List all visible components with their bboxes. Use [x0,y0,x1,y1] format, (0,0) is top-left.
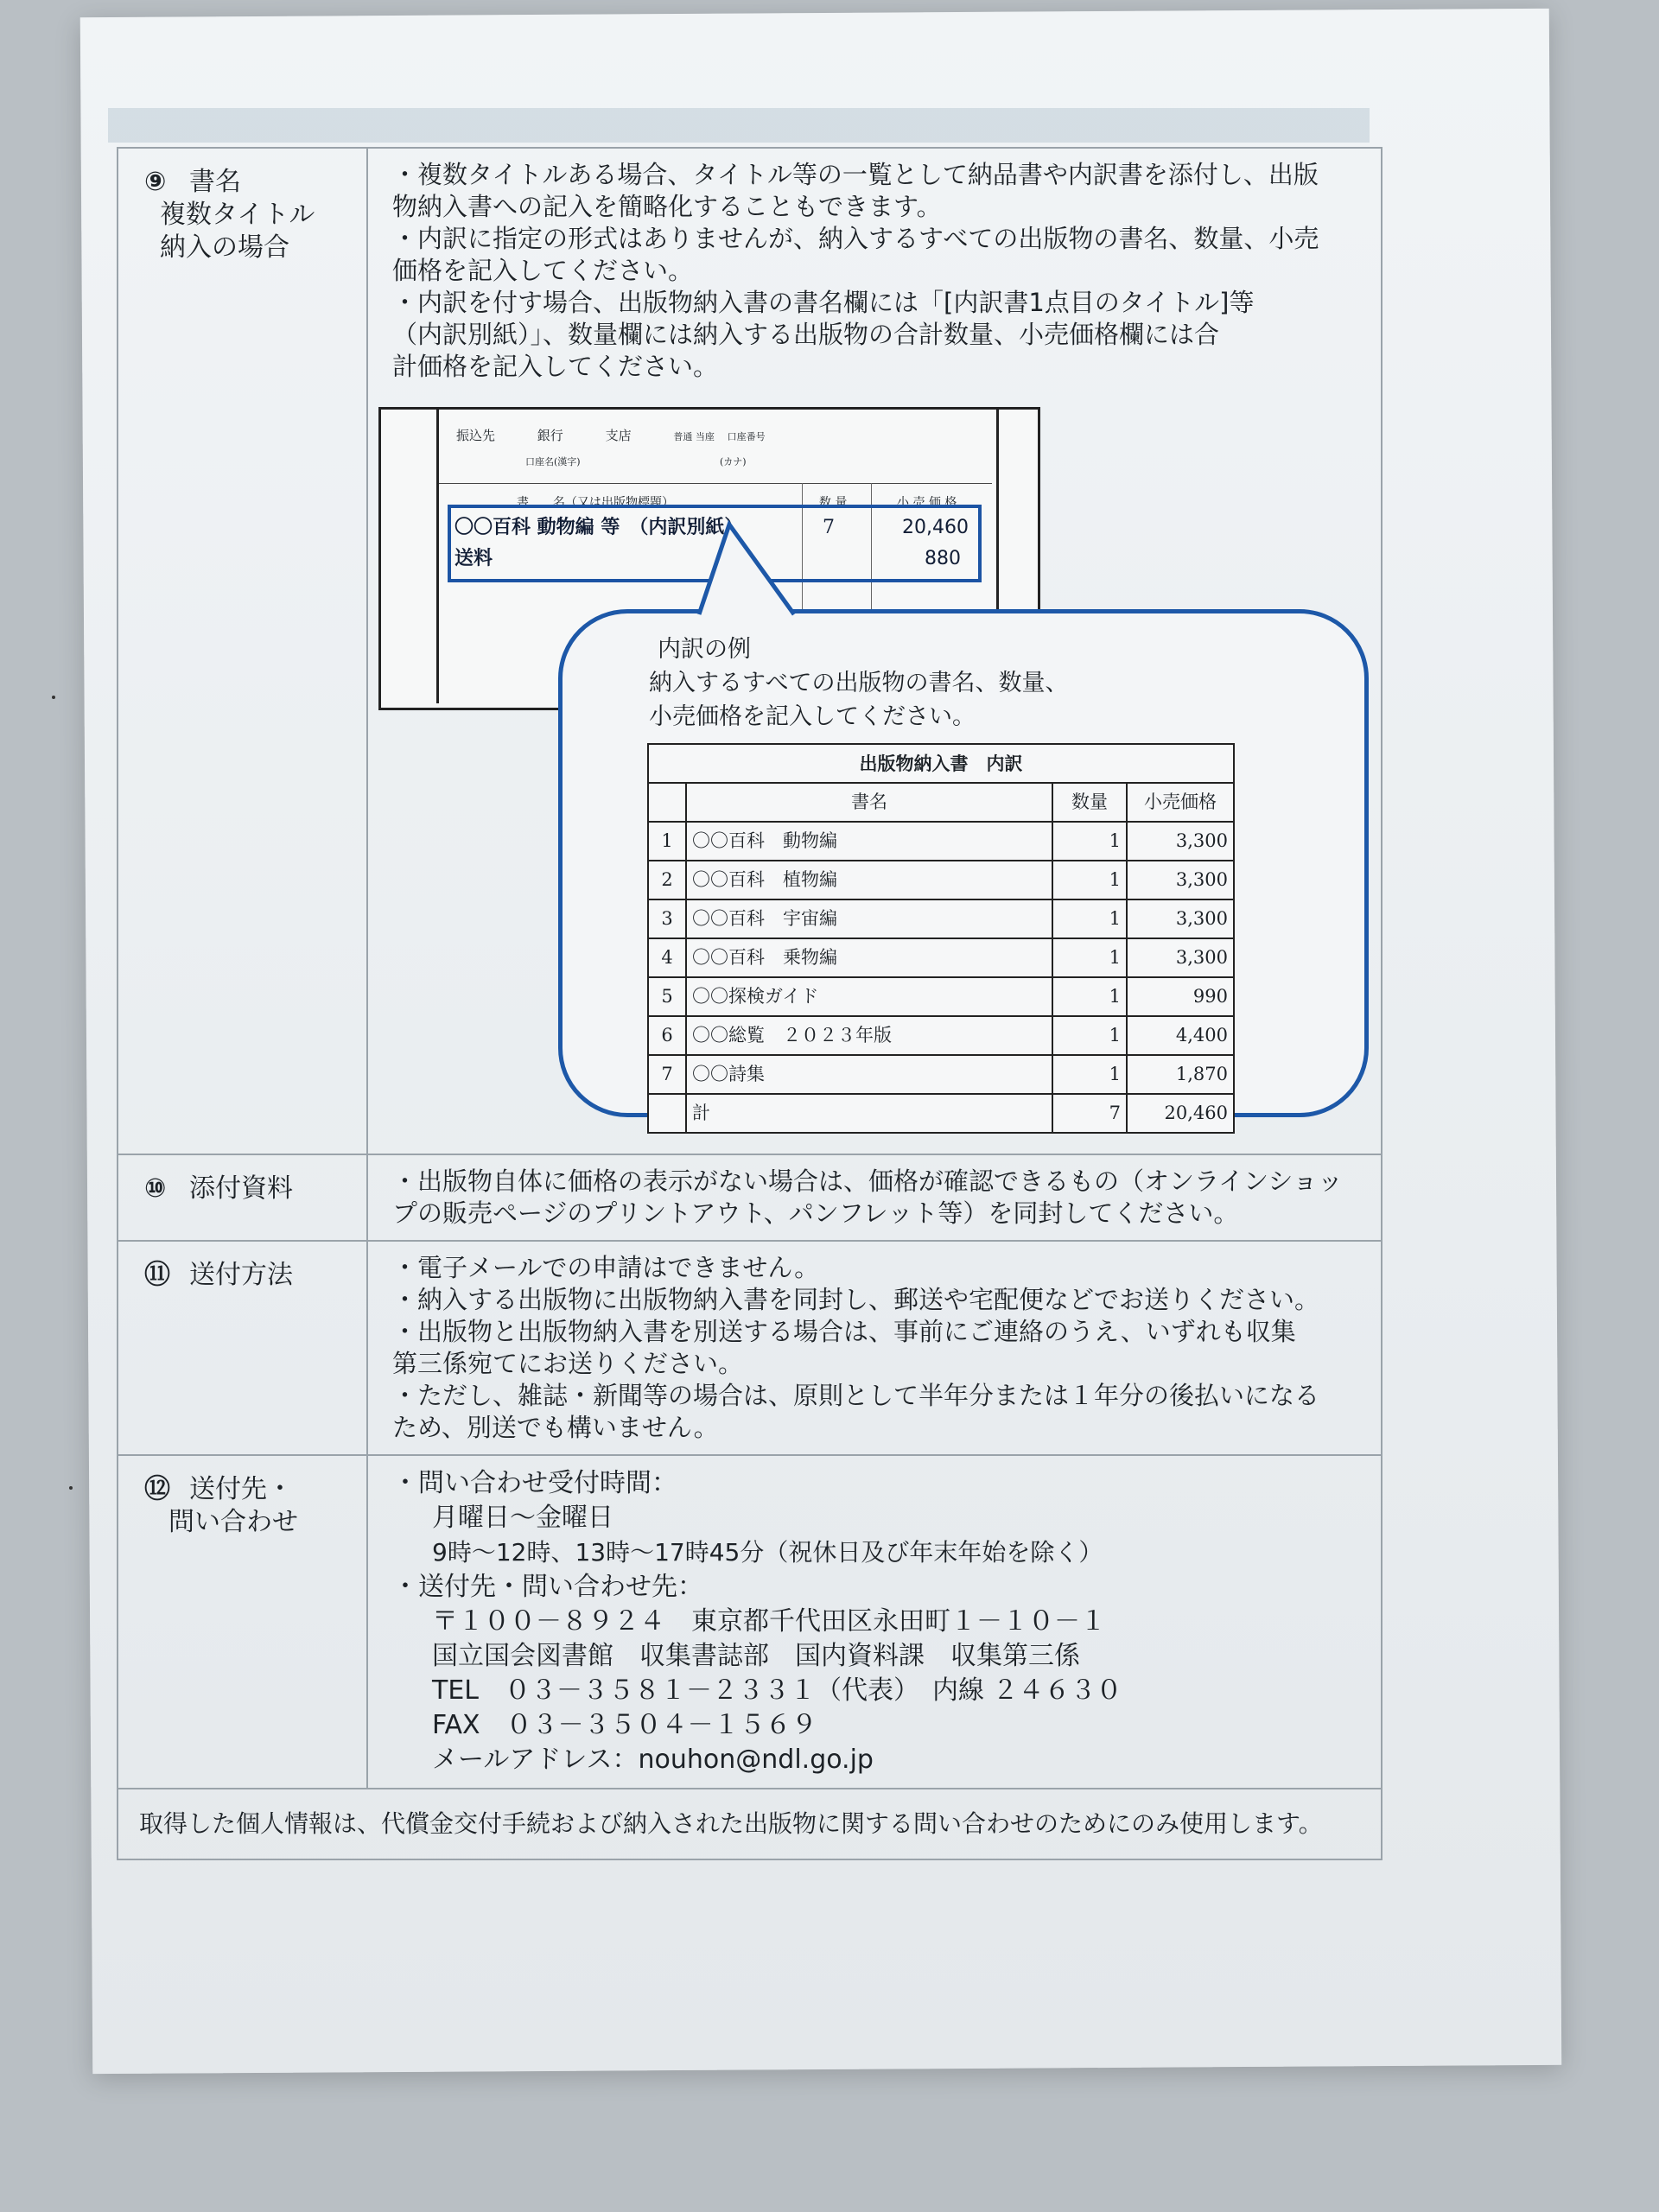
callout-text [649,632,1068,734]
bank-label: 振込先 [456,428,496,443]
form-row1-title: 〇〇百科 動物編 等 （内訳別紙） [454,516,744,538]
section-10-number: ⑩ [144,1173,167,1204]
breakdown-row [648,822,1234,861]
section-10-heading [118,1154,367,1241]
breakdown-row [648,938,1234,977]
row-title: 〇〇詩集 [686,1055,1052,1094]
privacy-row [118,1789,1382,1859]
row-title: 〇〇百科 動物編 [686,822,1052,861]
paper-speck [52,696,55,699]
row-number: 2 [648,861,686,899]
breakdown-row [648,977,1234,1016]
section-12-heading [118,1455,367,1789]
section-11-row [118,1241,1382,1455]
callout-line-1: 納入するすべての出版物の書名、数量、 [649,670,1069,696]
section-9-subtitle-1: 複数タイトル [160,200,315,230]
breakdown-row [648,861,1234,899]
contact-label: ・送付先・問い合わせ先： [392,1572,703,1602]
holder-kana-label: (カナ) [720,456,747,467]
section-9-line: ・複数タイトルある場合、タイトル等の一覧として納品書や内訳書を添付し、出版 [392,160,1319,189]
row-price: 4,400 [1127,1016,1234,1055]
account-number-label: 口座番号 [727,431,766,442]
callout-heading: 内訳の例 [658,636,751,663]
breakdown-header-row [648,783,1234,822]
section-11-line: ・ただし、雑誌・新聞等の場合は、原則として半年分または１年分の後払いになる [392,1381,1320,1410]
section-10-line: プの販売ページのプリントアウト、パンフレット等）を同封してください。 [392,1198,1239,1228]
form-row1-qty: 7 [823,517,835,538]
breakdown-row [648,899,1234,938]
section-11-line: ため、別送でも構いません。 [392,1413,719,1442]
row-title: 〇〇百科 植物編 [686,861,1052,899]
row-price: 3,300 [1127,822,1234,861]
holder-kanji-label: 口座名(漢字) [525,456,581,467]
branch-field: 支店 [605,428,632,443]
section-9-line: （内訳別紙）」、数量欄には納入する出版物の合計数量、小売価格欄には合 [392,320,1220,349]
organization: 国立国会図書館 収集書誌部 国内資料課 収集第三係 [432,1641,1080,1671]
callout-line-2: 小売価格を記入してください。 [649,703,976,730]
breakdown-title-header: 書名 [686,783,1052,822]
business-days: 月曜日～金曜日 [432,1503,613,1533]
breakdown-qty-header: 数量 [1052,783,1127,822]
row-title: 〇〇探検ガイド [686,977,1052,1016]
section-12-row [118,1455,1382,1789]
total-num-cell [648,1094,686,1133]
row-title: 〇〇総覧 ２０２３年版 [686,1016,1052,1055]
row-number: 5 [648,977,686,1016]
row-price: 3,300 [1127,861,1234,899]
section-11-number: ⑪ [144,1260,170,1290]
row-price: 1,870 [1127,1055,1234,1094]
row-number: 1 [648,822,686,861]
row-qty: 1 [1052,1055,1127,1094]
breakdown-table [647,743,1235,1134]
section-9-subtitle-2: 納入の場合 [160,232,289,263]
example-figure [392,383,1363,1143]
business-hours: 9時～12時、13時～17時45分（祝休日及び年末年始を除く） [432,1538,1103,1567]
form-row2-price: 880 [925,548,961,569]
account-type: 普通 当座 [673,431,715,442]
section-11-line: ・電子メールでの申請はできません。 [392,1253,820,1282]
breakdown-row [648,1055,1234,1094]
telephone: TEL ０３－３５８１－２３３１（代表） 内線 ２４６３０ [432,1675,1122,1706]
section-10-row [118,1154,1382,1241]
section-9-body [367,148,1382,1154]
section-9-line: ・内訳を付す場合、出版物納入書の書名欄には「[内訳書1点目のタイトル]等 [392,288,1255,317]
row-qty: 1 [1052,822,1127,861]
breakdown-row [648,1016,1234,1055]
hours-label: ・問い合わせ受付時間： [392,1468,677,1498]
section-9-line: ・内訳に指定の形式はありませんが、納入するすべての出版物の書名、数量、小売 [392,224,1319,253]
breakdown-caption: 出版物納入書 内訳 [648,744,1234,783]
row-number: 3 [648,899,686,938]
postal-address: 〒１００－８９２４ 東京都千代田区永田町１－１０－１ [432,1606,1106,1637]
section-9-title: 書名 [189,167,241,197]
section-11-heading [118,1241,367,1455]
section-10-body [367,1154,1382,1241]
form-row1-price: 20,460 [902,517,969,538]
breakdown-callout [558,609,1369,1123]
form-col-title: 書 名（又は出版物標題） [517,496,674,510]
total-label: 計 [686,1094,1052,1133]
section-11-title: 送付方法 [189,1260,293,1290]
bank-field: 銀行 [537,428,563,443]
row-title: 〇〇百科 宇宙編 [686,899,1052,938]
total-price: 20,460 [1127,1094,1234,1133]
section-12-title-1: 送付先・ [189,1474,293,1504]
section-11-body [367,1241,1382,1455]
section-9-line: 価格を記入してください。 [392,256,694,285]
section-12-body [367,1455,1382,1789]
section-10-title: 添付資料 [189,1173,293,1204]
section-11-line: 第三係宛てにお送りください。 [392,1349,744,1378]
section-12-number: ⑫ [144,1474,170,1504]
breakdown-total-row [648,1094,1234,1133]
row-qty: 1 [1052,1016,1127,1055]
section-10-line: ・出版物自体に価格の表示がない場合は、価格が確認できるもの（オンラインショッ [392,1166,1343,1196]
total-qty: 7 [1052,1094,1127,1133]
row-qty: 1 [1052,861,1127,899]
section-11-line: ・出版物と出版物納入書を別送する場合は、事前にご連絡のうえ、いずれも収集 [392,1317,1296,1346]
info-table [117,147,1382,1860]
section-9-line: 計価格を記入してください。 [392,352,719,381]
section-9-row [118,148,1382,1154]
breakdown-price-header: 小売価格 [1127,783,1234,822]
row-qty: 1 [1052,977,1127,1016]
section-9-heading [118,148,367,1154]
row-title: 〇〇百科 乗物編 [686,938,1052,977]
form-row2-title: 送料 [454,547,493,569]
section-9-line: 物納入書への記入を簡略化することもできます。 [392,192,942,221]
bank-info-row [456,420,804,453]
row-number: 7 [648,1055,686,1094]
row-qty: 1 [1052,899,1127,938]
bleed-through-band [108,108,1370,143]
section-12-title-2: 問い合わせ [168,1507,298,1537]
row-qty: 1 [1052,938,1127,977]
row-price: 3,300 [1127,938,1234,977]
form-col-qty: 数 量 [819,496,848,510]
privacy-notice: 取得した個人情報は、代償金交付手続および納入された出版物に関する問い合わせのためにのみ使用します。 [118,1789,1382,1859]
row-price: 990 [1127,977,1234,1016]
breakdown-num-header [648,783,686,822]
paper-speck [69,1486,73,1490]
row-number: 6 [648,1016,686,1055]
section-9-number: ⑨ [144,167,167,197]
email-address: メールアドレス：nouhon@ndl.go.jp [432,1745,874,1775]
fax: FAX ０３－３５０４－１５６９ [432,1710,817,1740]
section-11-line: ・納入する出版物に出版物納入書を同封し、郵送や宅配便などでお送りください。 [392,1285,1320,1314]
row-number: 4 [648,938,686,977]
callout-tail [695,523,798,618]
form-header-row [439,483,992,510]
form-col-price: 小 売 価 格 [897,496,957,510]
row-price: 3,300 [1127,899,1234,938]
